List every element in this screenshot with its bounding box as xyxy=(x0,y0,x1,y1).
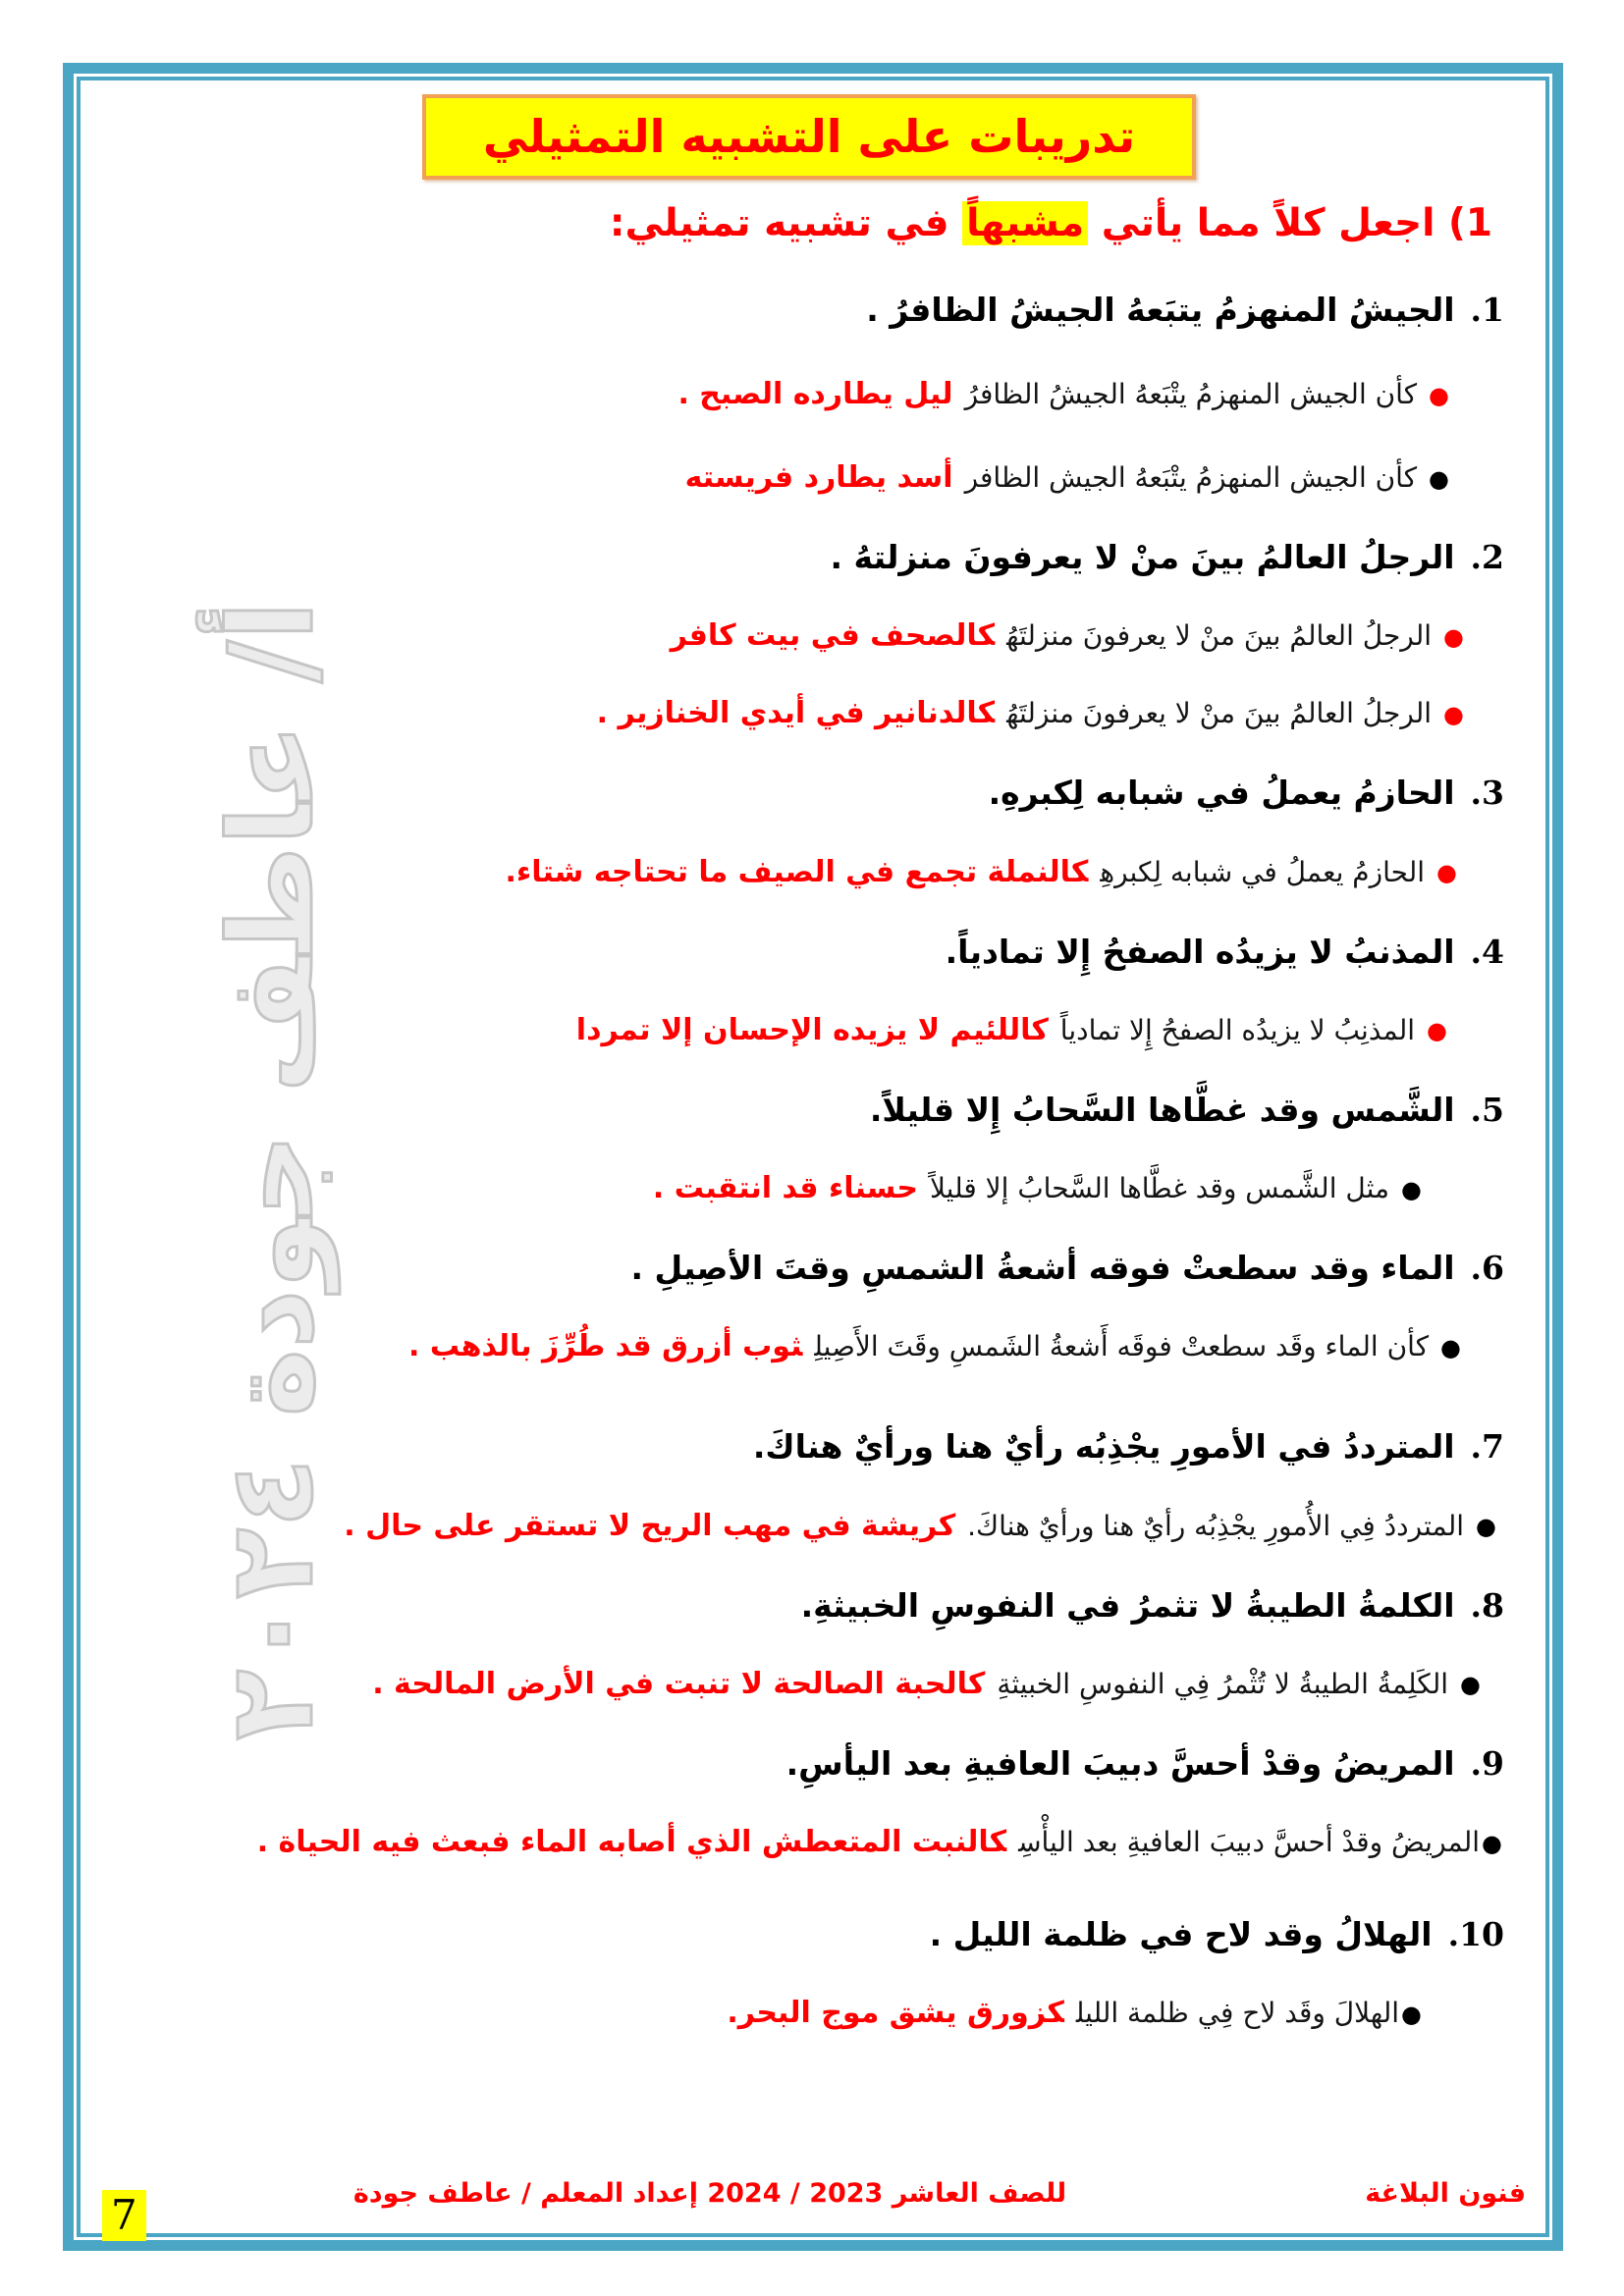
exercise-number: 3. xyxy=(1470,774,1504,813)
footer-subject: فنون البلاغة xyxy=(1365,2178,1526,2209)
simile-phrase: كالصحف في بيت كافر xyxy=(670,618,996,654)
bullet-icon: ● xyxy=(1443,622,1464,651)
watermark-signature: أ/ عاطف جودة ٢٠٢٤ xyxy=(203,601,339,1740)
simile-phrase: كالدنانير في أيدي الخنازير . xyxy=(596,696,996,731)
answer-line xyxy=(100,375,1518,413)
exercise-statement xyxy=(100,1743,1518,1784)
exercise-item xyxy=(100,932,1518,1049)
exercise-statement xyxy=(100,1585,1518,1626)
page-border-inner xyxy=(77,77,1549,2237)
exercise-item xyxy=(100,1090,1518,1207)
simile-phrase: كالنبت المتعطش الذي أصابه الماء فبعث فيه الحياة . xyxy=(256,1825,1007,1860)
exercise-number: 7. xyxy=(1470,1427,1504,1467)
bullet-icon: ● xyxy=(1460,1671,1481,1699)
answer-lead-text: كأن الجيش المنهزمُ يتْبَعهُ الجيشُ الظافرُ xyxy=(964,378,1418,411)
bullet-icon: ● xyxy=(1443,700,1464,728)
answer-line xyxy=(100,1994,1518,2032)
answer-lead-text: كأن الجيش المنهزمُ يتْبَعهُ الجيش الظافر xyxy=(964,461,1418,495)
bullet-icon: ● xyxy=(1436,859,1457,887)
answer-lead-text: الرجلُ العالمُ بينَ منْ لا يعرفونَ منزلتَهُ xyxy=(1006,697,1433,730)
answer-line xyxy=(100,458,1518,497)
content-area xyxy=(81,80,1545,2233)
exercise-statement-text: الرجلُ العالمُ بينَ منْ لا يعرفونَ منزلتهُ . xyxy=(830,538,1455,577)
answer-lead-text: الرجلُ العالمُ بينَ منْ لا يعرفونَ منزلتَهُ xyxy=(1006,619,1433,653)
exercise-statement xyxy=(100,1248,1518,1288)
bullet-icon: ● xyxy=(1429,464,1449,493)
exercise-statement-text: المذنبُ لا يزيدُه الصفحُ إِلا تمادياً. xyxy=(945,932,1455,971)
exercise-item xyxy=(100,290,1518,497)
exercise-statement-text: الشَّمس وقد غطَّاها السَّحابُ إِلا قليلاً. xyxy=(869,1090,1455,1129)
answer-line xyxy=(100,1327,1518,1365)
exercise-item xyxy=(100,773,1518,890)
page-border-outer xyxy=(63,63,1563,2251)
simile-phrase: ليل يطارده الصبح . xyxy=(677,377,953,412)
simile-phrase: أسد يطارد فريسته xyxy=(684,460,953,496)
exercise-statement-text: الكلمةُ الطيبةُ لا تثمرُ في النفوسِ الخبيثةِ. xyxy=(800,1585,1455,1625)
answer-line xyxy=(100,694,1518,732)
title-banner xyxy=(422,94,1196,180)
exercise-item xyxy=(100,1426,1518,1544)
instruction-suffix: في تشبيه تمثيلي: xyxy=(609,201,963,246)
exercise-statement-text: الهلالُ وقد لاح في ظلمة الليل . xyxy=(929,1915,1433,1954)
simile-phrase: ثوب أزرق قد طُرِّزَ بالذهب . xyxy=(408,1329,803,1364)
exercise-statement xyxy=(100,1426,1518,1467)
exercise-statement xyxy=(100,773,1518,813)
exercise-number: 2. xyxy=(1470,538,1504,577)
bullet-icon: ● xyxy=(1440,1333,1461,1362)
exercise-item xyxy=(100,1743,1518,1861)
bullet-icon: ● xyxy=(1476,1513,1496,1541)
answer-line xyxy=(100,1823,1518,1861)
simile-phrase: كزورق يشق موج البحر. xyxy=(727,1996,1064,2031)
exercise-statement-text: الجيشُ المنهزمُ يتبَعهُ الجيشُ الظافرُ . xyxy=(866,290,1455,329)
answer-lead-text: الحازمُ يعملُ في شبابه لِكبرهِ xyxy=(1100,855,1426,888)
bullet-icon: ● xyxy=(1401,1175,1422,1203)
answer-lead-text: كأن الماء وقَد سطعتْ فوقَه أَشعةُ الشَمسِ وقَتَ الأَصِيلِ xyxy=(814,1330,1430,1363)
exercise-item xyxy=(100,1585,1518,1703)
answer-line xyxy=(100,1169,1518,1207)
instruction-prefix: 1) اجعل كلاً مما يأتي xyxy=(1088,201,1492,246)
answer-line xyxy=(100,1507,1518,1545)
simile-phrase: كالنملة تجمع في الصيف ما تحتاجه شتاء. xyxy=(505,854,1089,889)
exercise-list xyxy=(100,290,1518,2033)
exercise-statement-text: المترددُ في الأمورِ يجْذِبُه رأيٌ هنا ورأيٌ هناكَ. xyxy=(752,1427,1455,1467)
answer-lead-text: الهلالَ وقَد لاح فِي ظلمة الليل xyxy=(1075,1997,1400,2030)
exercise-number: 6. xyxy=(1470,1249,1504,1288)
answer-line xyxy=(100,1665,1518,1703)
footer xyxy=(81,2178,1545,2221)
answer-lead-text: المذنِبُ لا يزيدُه الصفحُ إِلا تمادياً xyxy=(1059,1013,1416,1046)
instruction-line xyxy=(100,195,1518,249)
simile-phrase: كالحبة الصالحة لا تنبت في الأرض المالحة . xyxy=(372,1666,986,1701)
title-row xyxy=(100,94,1518,180)
exercise-number: 5. xyxy=(1470,1090,1504,1129)
exercise-number: 8. xyxy=(1470,1585,1504,1625)
exercise-number: 1. xyxy=(1470,290,1504,329)
answer-line xyxy=(100,1011,1518,1049)
exercise-statement-text: الماء وقد سطعتْ فوقه أشعةُ الشمسِ وقتَ الأصِيلِ . xyxy=(630,1249,1455,1288)
footer-credit: للصف العاشر 2023 / 2024 إعداد المعلم / عاطف جودة xyxy=(352,2178,1067,2209)
answer-lead-text: الكَلِمةُ الطيبةُ لا تُثْمرُ فِي النفوسِ الخبيثةِ xyxy=(997,1667,1449,1700)
exercise-statement xyxy=(100,290,1518,330)
exercise-statement-text: الحازمُ يعملُ في شبابه لِكبرهِ. xyxy=(988,774,1455,813)
exercise-item xyxy=(100,1914,1518,2032)
exercise-number: 10. xyxy=(1447,1915,1504,1954)
answer-lead-text: المترددُ فِي الأُمورِ يجْذِبُه رأيٌ هنا ورأيٌ هناكَ. xyxy=(967,1509,1465,1542)
exercise-item xyxy=(100,1248,1518,1365)
highlighted-word: مشبهاً xyxy=(962,201,1088,245)
bullet-icon: ● xyxy=(1427,1017,1447,1045)
exercise-number: 4. xyxy=(1470,932,1504,971)
answer-lead-text: المريضُ وقدْ أحسَّ دبيبَ العافيةِ بعد اليأْسِ xyxy=(1018,1826,1481,1859)
simile-phrase: كريشة في مهب الريح لا تستقر على حال . xyxy=(344,1508,956,1543)
bullet-icon: ● xyxy=(1429,381,1449,409)
exercise-statement xyxy=(100,537,1518,577)
page-title: تدريبات على التشبيه التمثيلي xyxy=(482,110,1136,163)
answer-line xyxy=(100,616,1518,655)
simile-phrase: حسناء قد انتقبت . xyxy=(652,1171,918,1206)
exercise-statement xyxy=(100,932,1518,972)
bullet-icon: ● xyxy=(1482,1829,1502,1857)
bullet-icon: ● xyxy=(1401,2000,1422,2028)
simile-phrase: كاللئيم لا يزيده الإحسان إلا تمردا xyxy=(575,1012,1049,1047)
answer-lead-text: مثل الشَّمس وقد غطَّاها السَّحابُ إلا قليلاً xyxy=(929,1172,1390,1205)
exercise-item xyxy=(100,537,1518,732)
page-number: 7 xyxy=(102,2190,146,2241)
exercise-statement xyxy=(100,1090,1518,1130)
exercise-statement xyxy=(100,1914,1518,1954)
exercise-statement-text: المريضُ وقدْ أحسَّ دبيبَ العافيةِ بعد اليأسِ. xyxy=(785,1743,1455,1783)
exercise-number: 9. xyxy=(1470,1743,1504,1783)
answer-line xyxy=(100,853,1518,891)
